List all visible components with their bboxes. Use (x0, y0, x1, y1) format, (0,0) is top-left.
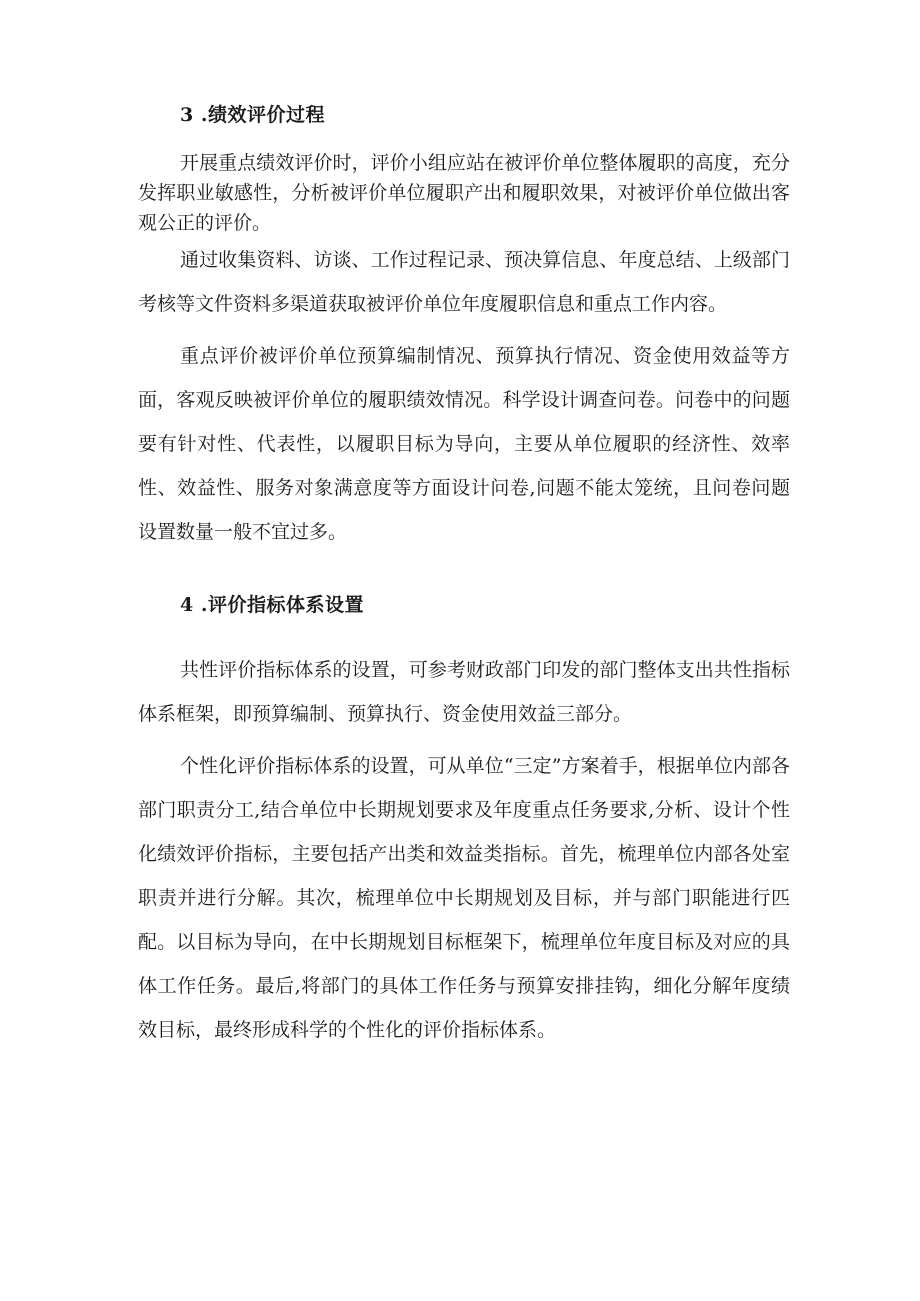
section-3-paragraph-1: 开展重点绩效评价时，评价小组应站在被评价单位整体履职的高度，充分发挥职业敏感性，分析被评价单位履职产出和履职效果，对被评价单位做出客观公正的评价。 (138, 152, 790, 234)
section-3-paragraph-2: 通过收集资料、访谈、工作过程记录、预决算信息、年度总结、上级部门考核等文件资料多渠道获取被评价单位年度履职信息和重点工作内容。 (138, 249, 790, 315)
section-4-heading: 4 .评价指标体系设置 (180, 594, 364, 616)
section-4-paragraph-1: 共性评价指标体系的设置，可参考财政部门印发的部门整体支出共性指标体系框架，即预算编制、预算执行、资金使用效益三部分。 (138, 659, 790, 725)
section-4-paragraph-2: 个性化评价指标体系的设置，可从单位“三定”方案着手，根据单位内部各部门职责分工,结合单位中长期规划要求及年度重点任务要求,分析、设计个性化绩效评价指标，主要包括产出类和效益类指标。首先，梳理单位内部各处室职责并进行分解。其次，梳理单位中长期规划及目标，并与部门职能进行匹配。以目标为导向，在中长期规划目标框架下，梳理单位年度目标及对应的具体工作任务。最后,将部门的具体工作任务与预算安排挂钩，细化分解年度绩效目标，最终形成科学的个性化的评价指标体系。 (138, 755, 790, 1041)
section-3-heading: 3 .绩效评价过程 (180, 104, 325, 126)
section-3-paragraph-3: 重点评价被评价单位预算编制情况、预算执行情况、资金使用效益等方面，客观反映被评价单位的履职绩效情况。科学设计调查问卷。问卷中的问题要有针对性、代表性，以履职目标为导向，主要从单位履职的经济性、效率性、效益性、服务对象满意度等方面设计问卷,问题不能太笼统，且问卷问题设置数量一般不宜过多。 (138, 345, 790, 543)
